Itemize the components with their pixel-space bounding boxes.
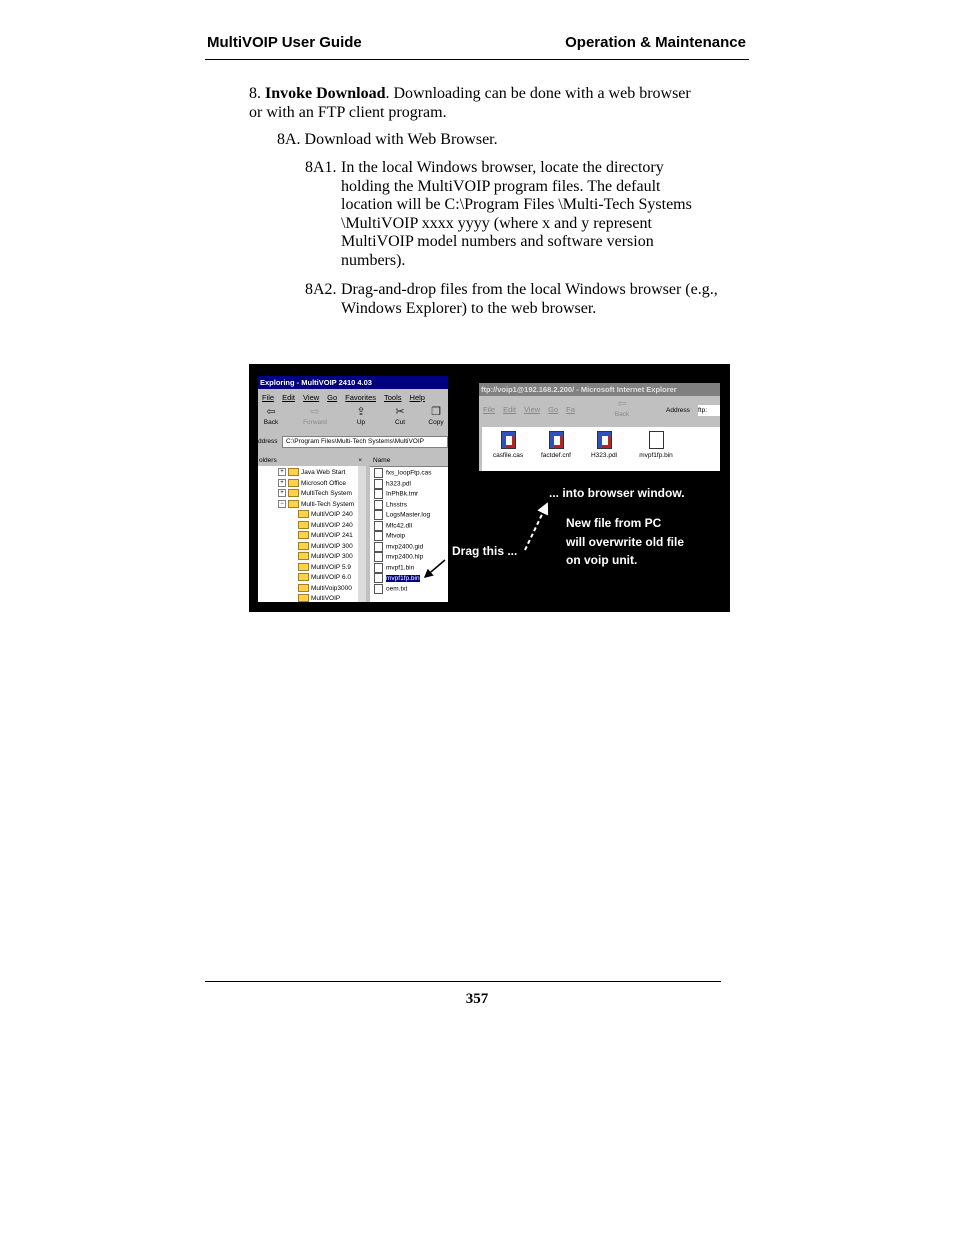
menu-tools[interactable]: Tools	[384, 393, 402, 402]
expand-toggle-icon[interactable]: −	[278, 500, 286, 508]
file-name: mvpf1.bin	[386, 564, 415, 572]
annotation-line: on voip unit.	[566, 553, 638, 567]
header-rule	[205, 59, 749, 60]
menu-edit[interactable]: Edit	[282, 393, 296, 402]
ftp-title: ftp://voip1@192.168.2.200/ - Microsoft Internet Explorer	[479, 383, 720, 396]
annotation-into-browser: ... into browser window.	[549, 486, 685, 500]
step-8a1-line: MultiVOIP model numbers and software version	[341, 233, 654, 251]
tree-folder-label: Java Web Start	[301, 469, 346, 476]
file-name: Mfc42.dll	[386, 522, 413, 530]
copy-label: Copy	[428, 419, 444, 426]
forward-arrow-icon: ⇨	[310, 406, 320, 418]
ftp-menu-fa[interactable]: Fa	[566, 405, 575, 414]
ftp-file-name: H323.pdl	[590, 452, 618, 459]
arrows-overlay	[249, 364, 730, 612]
ftp-file-name: casfile.cas	[492, 452, 524, 459]
menu-view[interactable]: View	[303, 393, 320, 402]
page-number: 357	[465, 991, 489, 1007]
file-name: mvpf1fp.bin	[386, 574, 420, 582]
file-name: h323.pdl	[386, 480, 411, 488]
back-label: Back	[263, 419, 279, 426]
tree-folder-label: MultiVOIP 6.0	[311, 574, 351, 581]
tree-folder-label: Microsoft Office	[301, 479, 347, 487]
tree-folder-label: MultiVOIP 300	[311, 553, 353, 560]
menu-favorites[interactable]: Favorites	[345, 393, 377, 402]
header-title: MultiVOIP User Guide	[207, 34, 362, 51]
address-input[interactable]: C:\Program Files\Multi-Tech Systems\MultiVOIP	[282, 436, 448, 448]
ftp-file-name: factdef.cnf	[541, 452, 571, 459]
tree-folder-label: MultiTech System	[301, 490, 352, 497]
ftp-menu-file[interactable]: File	[483, 405, 496, 414]
step-8a1-line: location will be C:\Program Files \Multi-Tech Systems	[341, 196, 692, 214]
menu-go[interactable]: Go	[327, 393, 338, 402]
up-folder-icon: ⇪	[356, 406, 366, 418]
step-8a1-text	[341, 159, 692, 271]
expand-toggle-icon[interactable]: +	[278, 479, 286, 487]
tree-folder-label: MultiVOIP 300	[311, 542, 353, 550]
file-name: fxs_loopFtp.cas	[386, 469, 432, 477]
ftp-file-name: mvpf1fp.bin	[639, 452, 673, 459]
step-8a2-line: Drag-and-drop files from the local Windows browser (e.g.,	[341, 281, 718, 298]
annotation-line: will overwrite old file	[566, 534, 685, 549]
ftp-menu-edit[interactable]: Edit	[503, 405, 517, 414]
pointer-arrow-icon	[425, 560, 445, 577]
forward-label: Forward	[303, 419, 327, 426]
tree-folder-label: MultiVOIP 240	[311, 511, 353, 518]
ftp-menu-view[interactable]: View	[524, 405, 541, 414]
expand-toggle-icon[interactable]: +	[278, 468, 286, 476]
tree-folder-label: MultiVoip3000	[311, 584, 352, 592]
step-8a: 8A. Download with Web Browser.	[277, 131, 498, 148]
ftp-address-label: Address	[666, 407, 690, 414]
ftp-menu-go[interactable]: Go	[548, 405, 559, 414]
tree-folder-label: Multi-Tech System	[301, 500, 355, 508]
step-8-line2: or with an FTP client program.	[249, 104, 447, 121]
file-name: InPhBk.tmr	[386, 490, 419, 498]
file-name: mvp2400.gid	[386, 543, 424, 551]
step-8a1-line: In the local Windows browser, locate the directory	[341, 159, 664, 176]
ftp-back-label: Back	[614, 411, 630, 418]
step-8-number: 8.	[249, 85, 261, 102]
step-8-line1	[249, 85, 691, 104]
menu-help[interactable]: Help	[409, 393, 425, 402]
explorer-title: Exploring - MultiVOIP 2410 4.03	[258, 376, 448, 389]
ftp-address-input[interactable]: ftp:	[698, 405, 720, 416]
name-column-header[interactable]: Name	[370, 456, 448, 467]
file-name: oem.txt	[386, 585, 408, 593]
cut-label: Cut	[394, 419, 406, 426]
annotation-line: New file from PC	[566, 516, 662, 530]
header-section: Operation & Maintenance	[565, 34, 746, 51]
step-8a1-line: \MultiVOIP xxxx yyyy (where x and y represent	[341, 214, 652, 232]
file-name: Lhsstrs	[386, 501, 407, 509]
tree-folder-label: MultiVOIP	[311, 595, 341, 602]
menu-file[interactable]: File	[262, 393, 275, 402]
address-label: ddress	[258, 438, 278, 445]
step-8a2-label: 8A2.	[305, 281, 337, 298]
up-label: Up	[356, 419, 366, 426]
drag-drop-screenshot	[249, 364, 730, 612]
copy-icon: ❐	[431, 406, 441, 418]
tree-folder-label: MultiVOIP 240	[311, 521, 353, 529]
folders-label: olders	[259, 457, 277, 464]
expand-toggle-icon[interactable]: +	[278, 489, 286, 497]
file-name: mvp2400.hlp	[386, 553, 424, 561]
dashed-arrow-icon	[525, 504, 547, 550]
tree-folder-label: MultiVOIP 5.9	[311, 563, 351, 571]
footer-rule	[205, 981, 721, 982]
scissors-icon: ✂	[395, 406, 405, 418]
file-name: LogsMaster.log	[386, 511, 431, 519]
tree-folder-label: MultiVOIP 241	[311, 532, 353, 539]
close-icon[interactable]: ×	[358, 457, 362, 464]
step-8a1-line: holding the MultiVOIP program files. The default	[341, 177, 661, 195]
step-8a2-line: Windows Explorer) to the web browser.	[341, 299, 597, 317]
step-8-text: . Downloading can be done with a web browser	[385, 85, 691, 102]
step-8-title: Invoke Download	[265, 85, 386, 102]
back-arrow-icon: ⇦	[617, 398, 627, 410]
step-8a2-text	[341, 281, 718, 318]
step-8a1-line: numbers).	[341, 251, 406, 269]
step-8a1-label: 8A1.	[305, 159, 337, 176]
file-name: Mtvoip	[386, 532, 406, 540]
back-arrow-icon: ⇦	[266, 406, 276, 418]
annotation-drag-this: Drag this ...	[452, 544, 518, 558]
